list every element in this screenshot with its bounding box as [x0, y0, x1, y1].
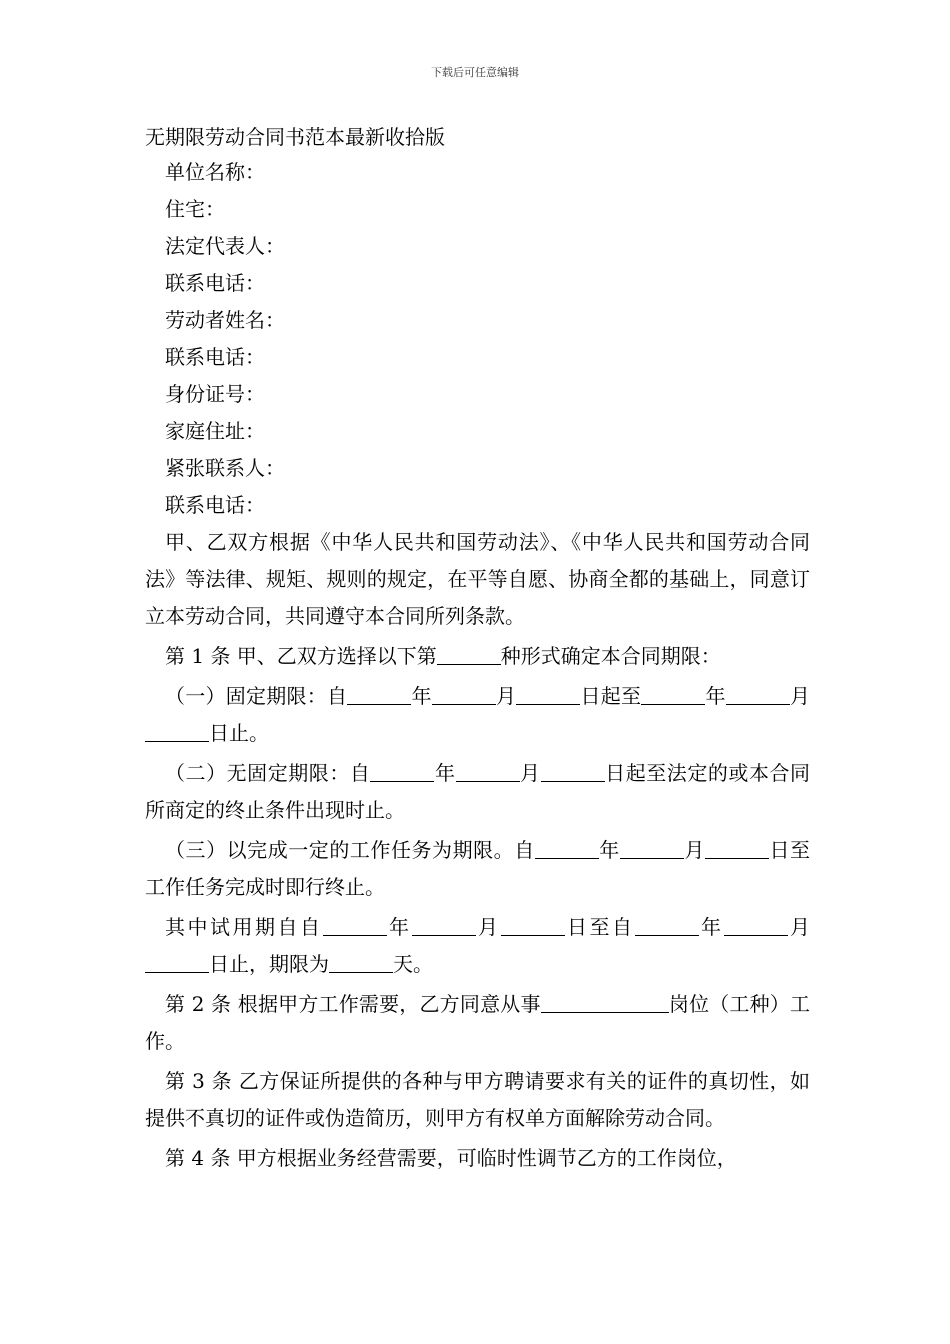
option-2-text: （二）无固定期限：自: [165, 761, 371, 785]
article-1-text-end: 种形式确定本合同期限：: [500, 644, 721, 668]
option-1-day: 日起至: [580, 684, 642, 708]
article-4: 第 4 条 甲方根据业务经营需要，可临时性调节乙方的工作岗位，: [165, 1146, 737, 1170]
blank-line: [437, 646, 501, 665]
option-3-year: 年: [598, 838, 620, 862]
field-company-phone: 联系电话：: [165, 271, 265, 295]
option-1-day-end: 日止。: [209, 721, 269, 745]
option-2-month: 月: [519, 761, 541, 785]
field-home-address: 家庭住址：: [165, 419, 265, 443]
blank-line: [541, 994, 669, 1013]
trial-day-end: 日止，期限为: [209, 952, 329, 976]
blank-line: [541, 763, 605, 782]
blank-line: [329, 954, 393, 973]
option-3-text-end: 日至工作任务完成时即行终止。: [145, 838, 811, 899]
trial-period: [145, 909, 810, 983]
option-1-month-end: 月: [789, 684, 810, 708]
blank-line: [641, 686, 705, 705]
article-2-text: 第 2 条 根据甲方工作需要，乙方同意从事: [165, 992, 541, 1016]
article-3: 第 3 条 乙方保证所提供的各种与甲方聘请要求有关的证件的真切性，如提供不真切的证件或伪造简历，则甲方有权单方面解除劳动合同。: [145, 1069, 810, 1130]
option-2-text-end: 日起至法定的或本合同所商定的终止条件出现时止。: [145, 761, 811, 822]
trial-month-end: 月: [787, 915, 810, 939]
field-address: 住宅：: [165, 197, 225, 221]
blank-line: [145, 723, 209, 742]
blank-line: [145, 954, 209, 973]
article-1-text: 第 1 条 甲、乙双方选择以下第: [165, 644, 437, 668]
blank-line: [432, 686, 496, 705]
option-3-text: （三）以完成一定的工作任务为期限。自: [165, 838, 535, 862]
trial-year: 年: [386, 915, 412, 939]
option-3-task-term: [145, 832, 810, 906]
article-1: [145, 638, 810, 675]
blank-line: [501, 917, 565, 936]
blank-line: [724, 917, 788, 936]
intro-paragraph: 甲、乙双方根据《中华人民共和国劳动法》、《中华人民共和国劳动合同法》等法律、规矩、规则的规定，在平等自愿、协商全都的基础上，同意订立本劳动合同，共同遵守本合同所列条款。: [145, 530, 810, 628]
blank-line: [456, 763, 520, 782]
blank-line: [635, 917, 699, 936]
field-id-number: 身份证号：: [165, 382, 265, 406]
option-1-year: 年: [411, 684, 432, 708]
field-company-name: 单位名称：: [165, 160, 265, 184]
option-2-year: 年: [434, 761, 456, 785]
blank-line: [412, 917, 476, 936]
trial-days: 天。: [393, 952, 433, 976]
blank-line: [705, 840, 769, 859]
trial-day: 日至自: [564, 915, 635, 939]
blank-line: [323, 917, 387, 936]
blank-line: [726, 686, 790, 705]
field-legal-representative: 法定代表人：: [165, 234, 285, 258]
page-header: 下载后可任意编辑: [431, 66, 519, 79]
option-1-year-end: 年: [705, 684, 726, 708]
article-2-text-end: 岗位（工种）工作。: [145, 992, 811, 1053]
field-emergency-contact: 紧张联系人：: [165, 456, 285, 480]
blank-line: [620, 840, 684, 859]
field-emergency-phone: 联系电话：: [165, 493, 265, 517]
option-3-month: 月: [683, 838, 705, 862]
trial-month: 月: [475, 915, 501, 939]
blank-line: [370, 763, 434, 782]
option-2-open-term: [145, 755, 810, 829]
option-1-fixed-term: [145, 678, 810, 752]
field-worker-phone: 联系电话：: [165, 345, 265, 369]
trial-year-end: 年: [698, 915, 724, 939]
blank-line: [347, 686, 411, 705]
option-1-month: 月: [495, 684, 517, 708]
document-body: [145, 122, 810, 1180]
blank-line: [535, 840, 599, 859]
trial-text: 其中试用期自自: [165, 915, 323, 939]
option-1-text: （一）固定期限：自: [165, 684, 348, 708]
article-2: [145, 986, 810, 1060]
document-title: 无期限劳动合同书范本最新收拾版: [145, 125, 445, 149]
field-worker-name: 劳动者姓名：: [165, 308, 285, 332]
blank-line: [516, 686, 580, 705]
